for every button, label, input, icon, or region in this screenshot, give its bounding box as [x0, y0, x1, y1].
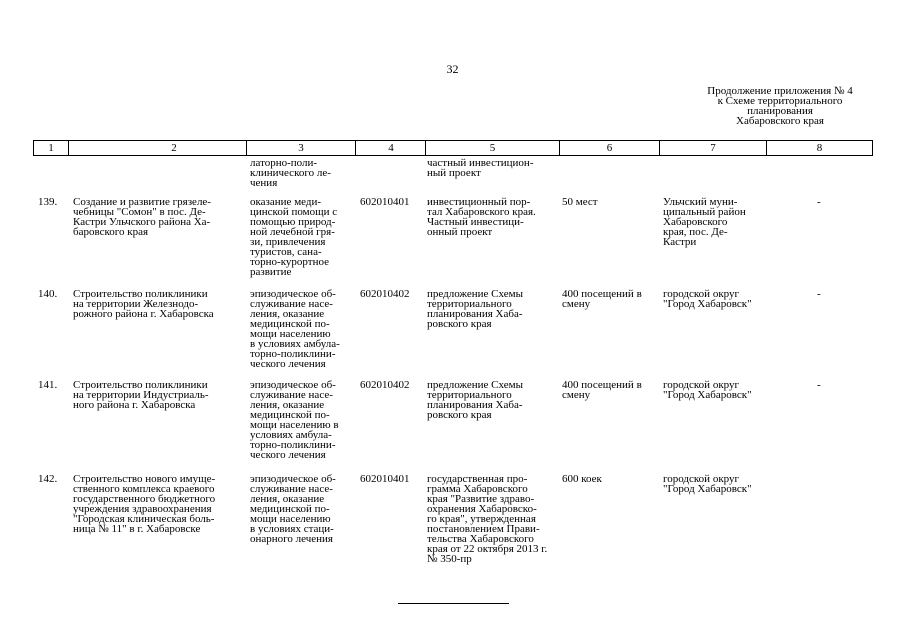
object-purpose: эпизодическое об- служивание насе- ления, оказание медицинской по- мощи населению в условиях амбула- торно-поликлини- ческого лечения [250, 379, 339, 461]
object-source: государственная про- грамма Хабаровского края "Развитие здраво- охранения Хабаровско- го края", утвержденная постановлением Прави- тельства Хабаровского края от 22 октября 2013 г. № 350-пр [427, 473, 548, 565]
object-purpose: оказание меди- цинской помощи с помощью природ- ной лечебной гря- зи, привлечения туристов, сана- торно-курортное развитие [250, 196, 338, 278]
object-location: Ульчский муни- ципальный район Хабаровского края, пос. Де- Кастри [663, 196, 746, 248]
object-name: Создание и развитие грязеле- чебницы "Сомон" в пос. Де- Кастри Ульчского района Ха- баровского края [73, 196, 211, 238]
object-source: инвестиционный пор- тал Хабаровского края. Частный инвестици- онный проект [427, 196, 536, 238]
object-source: предложение Схемы территориального планирования Хаба- ровского края [427, 288, 523, 330]
row-number: 142. [38, 473, 58, 485]
row-number: 141. [38, 379, 58, 391]
continuation-source: частный инвестицион- ный проект [427, 157, 534, 179]
column-header-1: 1 [48, 142, 54, 154]
object-code: 602010401 [360, 196, 410, 208]
row-number: 140. [38, 288, 58, 300]
object-name: Строительство нового имуще- ственного комплекса краевого государственного бюджетного учреждения здравоохранения "Городская клиническая боль- ница № 11" в г. Хабаровске [73, 473, 216, 535]
object-code: 602010401 [360, 473, 410, 485]
table-header [33, 140, 873, 156]
object-note: - [817, 379, 821, 391]
object-name: Строительство поликлиники на территории Железнодо- рожного района г. Хабаровска [73, 288, 214, 320]
object-location: городской округ "Город Хабаровск" [663, 379, 752, 401]
object-code: 602010402 [360, 379, 410, 391]
object-capacity: 600 коек [562, 473, 602, 485]
object-capacity: 50 мест [562, 196, 598, 208]
object-purpose: эпизодическое об- служивание насе- ления, оказание медицинской по- мощи населению в условиях амбула- торно-поликлини- ческого лечения [250, 288, 340, 370]
object-location: городской округ "Город Хабаровск" [663, 473, 752, 495]
object-purpose: эпизодическое об- служивание насе- ления, оказание медицинской по- мощи населению в условиях стаци- онарного лечения [250, 473, 336, 545]
column-header-3: 3 [298, 142, 304, 154]
column-header-8: 8 [816, 142, 823, 154]
column-header-5: 5 [489, 142, 496, 154]
column-header-6: 6 [606, 142, 613, 154]
object-capacity: 400 посещений в смену [562, 379, 642, 401]
column-header-2: 2 [171, 142, 177, 154]
column-header-4: 4 [388, 142, 394, 154]
object-capacity: 400 посещений в смену [562, 288, 642, 310]
footer-divider [398, 603, 509, 604]
object-name: Строительство поликлиники на территории Индустриаль- ного района г. Хабаровска [73, 379, 209, 411]
object-location: городской округ "Город Хабаровск" [663, 288, 752, 310]
continuation-purpose: латорно-поли- клинического ле- чения [250, 157, 331, 189]
object-code: 602010402 [360, 288, 410, 300]
object-note: - [817, 288, 821, 300]
appendix-continuation-note: Продолжение приложения № 4 к Схеме территориального планирования Хабаровского края [707, 85, 853, 127]
row-number: 139. [38, 196, 58, 208]
object-source: предложение Схемы территориального планирования Хаба- ровского края [427, 379, 523, 421]
column-header-7: 7 [710, 142, 716, 154]
page-number: 32 [446, 62, 459, 76]
object-note: - [817, 196, 821, 208]
